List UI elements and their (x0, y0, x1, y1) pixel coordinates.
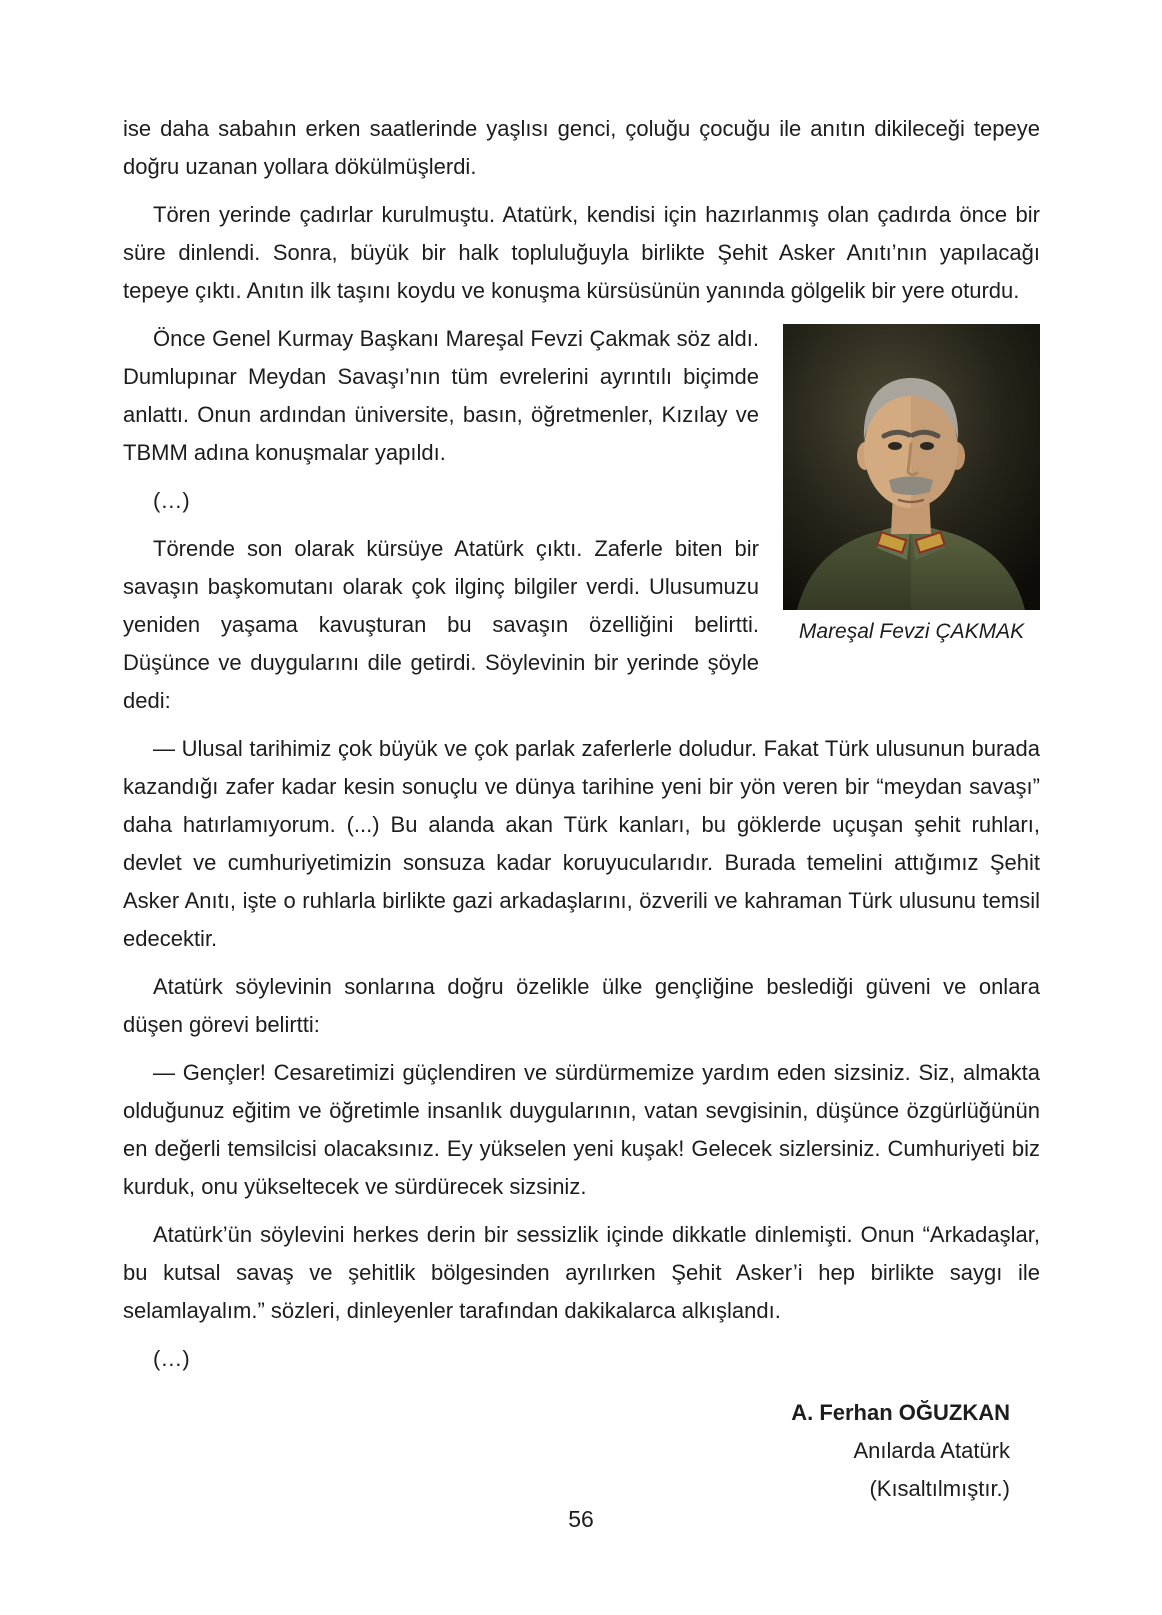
attribution-author: A. Ferhan OĞUZKAN (791, 1400, 1010, 1425)
paragraph: Tören yerinde çadırlar kurulmuştu. Atatürk, kendisi için hazırlanmış olan çadırda önce bir süre dinlendi. Sonra, büyük bir halk topluluğuyla birlikte Şehit Asker Anıtı’nın yapılacağı tepeye çıktı. Anıtın ilk taşını koydu ve konuşma kürsüsünün yanında gölgelik bir yere oturdu. (123, 202, 1040, 303)
ellipsis-marker: (…) (153, 1346, 190, 1371)
attribution-source: Anılarda Atatürk (853, 1438, 1010, 1463)
page-number: 56 (568, 1506, 594, 1532)
attribution-note: (Kısaltılmıştır.) (869, 1476, 1010, 1501)
attribution-block (123, 1394, 1040, 1508)
paragraph: Törende son olarak kürsüye Atatürk çıktı. Zaferle biten bir savaşın başkomutanı olarak çok ilginç bilgiler verdi. Ulusumuzu yeniden yaşama kavuşturan bu savaşın özelliğini belirtti. Düşünce ve duygularını dile getirdi. Söylevinin bir yerinde şöyle dedi: (123, 536, 759, 713)
paragraph: Önce Genel Kurmay Başkanı Mareşal Fevzi Çakmak söz aldı. Dumlupınar Meydan Savaşı’nın tüm evrelerini ayrıntılı biçimde anlattı. Onun ardından üniversite, basın, öğretmenler, Kızılay ve TBMM adına konuşmalar yapıldı. (123, 326, 759, 465)
paragraph-continuation: ise daha sabahın erken saatlerinde yaşlısı genci, çoluğu çocuğu ile anıtın dikileceği tepeye doğru uzanan yollara dökülmüşlerdi. (123, 116, 1040, 179)
fevzi-cakmak-portrait-image (783, 324, 1040, 610)
paragraph-quote: — Ulusal tarihimiz çok büyük ve çok parlak zaferlerle doludur. Fakat Türk ulusunun burada kazandığı zafer kadar kesin sonuçlu ve dünya tarihine yeni bir yön veren bir “meydan savaşı” daha hatırlamıyorum. (...) Bu alanda akan Türk kanları, bu göklerde uçuşan şehit ruhları, devlet ve cumhuriyetimizin sonsuza kadar koruyucularıdır. Burada temelini attığımız Şehit Asker Anıtı, işte o ruhlarla birlikte gazi arkadaşlarını, özverili ve kahraman Türk ulusunu temsil edecektir. (123, 736, 1040, 951)
portrait-figure (783, 324, 1040, 645)
figure-caption: Mareşal Fevzi ÇAKMAK (798, 620, 1025, 643)
paragraph: Atatürk söylevinin sonlarına doğru özelikle ülke gençliğine beslediği güveni ve onlara düşen görevi belirtti: (123, 974, 1040, 1037)
ellipsis-marker: (…) (153, 488, 190, 513)
paragraph: Atatürk’ün söylevini herkes derin bir sessizlik içinde dikkatle dinlemişti. Onun “Arkadaşlar, bu kutsal savaş ve şehitlik bölgesinden ayrılırken Şehit Asker’i hep birlikte saygı ile selamlayalım.” sözleri, dinleyenler tarafından dakikalarca alkışlandı. (123, 1222, 1040, 1323)
paragraph-quote: — Gençler! Cesaretimizi güçlendiren ve sürdürmemize yardım eden sizsiniz. Siz, almakta olduğunuz eğitim ve öğretimle insanlık duygularının, vatan sevgisinin, düşünce özgürlüğünün en değerli temsilcisi olacaksınız. Ey yükselen yeni kuşak! Gelecek sizlersiniz. Cumhuriyeti biz kurduk, onu yükseltecek ve sürdürecek sizsiniz. (123, 1060, 1040, 1199)
text-block (123, 110, 1040, 1508)
